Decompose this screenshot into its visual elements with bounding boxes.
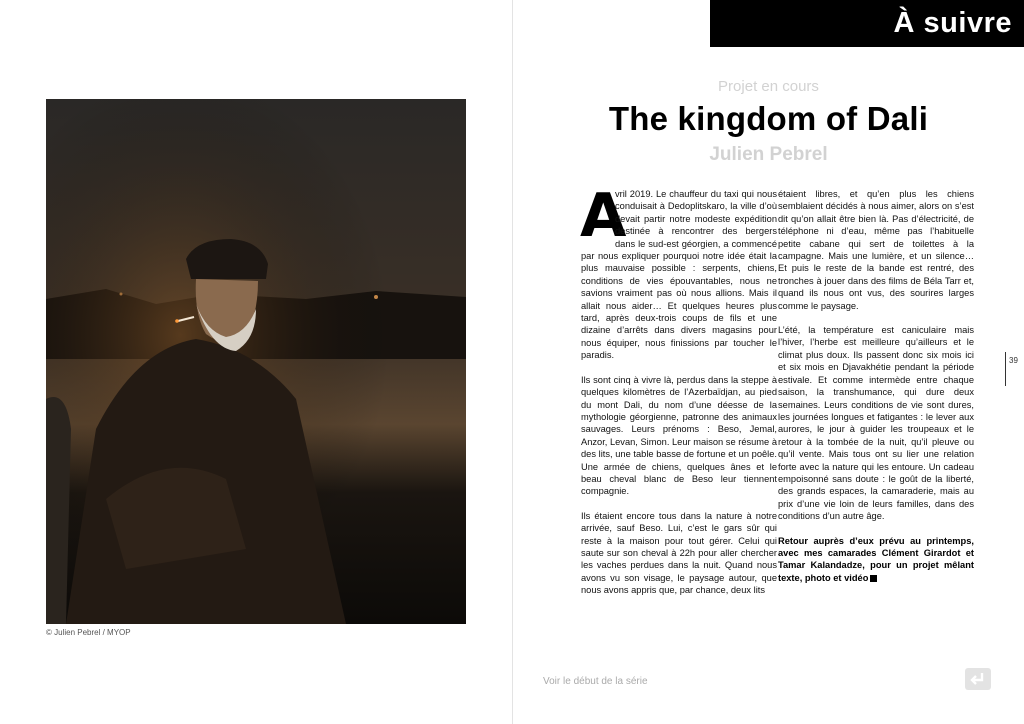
right-page: [513, 0, 1024, 724]
section-label: À suivre: [710, 0, 1024, 47]
article-title: The kingdom of Dali: [608, 100, 929, 137]
page-number-rule: [1005, 352, 1006, 386]
return-arrow-icon[interactable]: [965, 668, 991, 690]
portrait-photo: [46, 99, 466, 624]
article-author: Julien Pebrel: [709, 144, 828, 165]
paragraph: L’été, la température est caniculaire mais l’hiver, l’herbe est meilleure qu’ailleurs et le climat plus doux. Ils passent donc six mois ici et six mois en Djavakhétie pendant la période estivale. Et comme intermède entre chaque saison, la transhumance, qui dure deux semaines. Leurs conditions de vie sont dures, les journées longues et fatigantes : le lever aux aurores, le jour à guider les troupeaux et le retour à la tombée de la nuit, qu’il pleuve ou qu’il vente. Mais tous ont su lier une relation forte avec la nature qui les entoure. Un cadeau empoisonné sans doute : le goût de la liberté, des grands espaces, la camaraderie, mais au prix d’une vie loin de leurs familles, dans des conditions d’un autre âge.: [778, 325, 974, 522]
article-outro: [778, 535, 974, 585]
drop-cap: A: [580, 181, 627, 251]
end-mark-icon: [870, 575, 877, 582]
article-kicker: Projet en cours: [718, 78, 819, 95]
paragraph: [580, 181, 777, 362]
paragraph-text: vril 2019. Le chauffeur du taxi qui nous conduisait à Dedoplitskaro, la ville d’où devait partir notre modeste expédition destinée à rencontrer des bergers dans le sud-est géorgien, a commencé par nous expliquer pourquoi notre idée était la plus mauvaise possible : serpents, chiens, conditions de vies épouvantables, nous ne savions vraiment pas où nous allions. Mais il allait nous aider… Et quelques heures plus tard, après deux-trois coups de fils et une dizaine d’arrêts dans divers magasins pour nous équiper, nous finissions par toucher le paradis.: [581, 189, 777, 361]
outro-text: Retour auprès d’eux prévu au printemps, avec mes camarades Clément Girardot et Tamar Kalandadze, pour un projet mêlant texte, photo et vidéo: [778, 535, 974, 583]
photo-illustration: [46, 99, 466, 624]
series-start-link[interactable]: Voir le début de la série: [543, 676, 648, 687]
text-column-2: [778, 188, 974, 596]
text-column-1: [580, 181, 777, 609]
paragraph: étaient libres, et qu’en plus les chiens semblaient décidés à nous aimer, alors on s’est dit qu’on allait être bien là. Pas d’électricité, de téléphone ni d’eau, même pas l’habituelle petite cabane qui sert de toilettes à la campagne. Mais une lumière, et un silence… Et puis le reste de la bande est rentré, des tronches à jouer dans des films de Béla Tarr et, quand ils nous ont vus, des sourires larges comme le paysage.: [778, 189, 974, 311]
photo-credit: © Julien Pebrel / MYOP: [46, 628, 131, 637]
paragraph: Ils étaient encore tous dans la nature à notre arrivée, sauf Beso. Lui, c’est le gars sûr qui reste à la maison pour tout gérer. Celui qui saute sur son cheval à 22h pour aller chercher les vaches perdues dans la nuit. Quand nous avons vu son visage, le paysage autour, que nous avons appris que, par chance, deux lits: [581, 510, 777, 596]
paragraph: Ils sont cinq à vivre là, perdus dans la steppe à quelques kilomètres de l’Azerbaïdjan, au pied du mont Dali, du nom d’une déesse de la mythologie géorgienne, patronne des animaux sauvages. Leurs prénoms : Beso, Jemal, Anzor, Levan, Simon. Leur maison se résume à des lits, une table basse de fortune et un poêle. Une armée de chiens, quelques ânes et le beau cheval blanc de Beso leur tiennent compagnie.: [581, 374, 777, 497]
return-arrow-glyph: [969, 671, 987, 687]
page-number: 39: [1009, 356, 1018, 365]
